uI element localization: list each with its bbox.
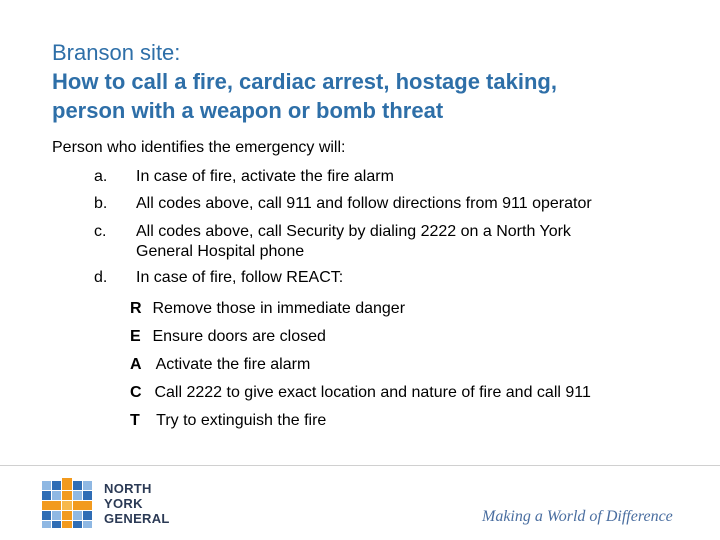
title-line-1: Branson site:: [52, 40, 181, 65]
step-letter: c.: [94, 223, 107, 240]
step-text: In case of fire, activate the fire alarm: [136, 168, 394, 185]
footer-tagline: Making a World of Difference: [482, 508, 673, 525]
logo-wordmark: [104, 481, 170, 526]
steps-list: [94, 167, 694, 294]
react-key: T: [130, 412, 140, 429]
react-list: [130, 299, 591, 439]
react-item-t: [130, 411, 591, 439]
react-key: C: [130, 384, 142, 401]
title-line-2: How to call a fire, cardiac arrest, hostage taking,: [52, 69, 557, 94]
intro-text: Person who identifies the emergency will:: [52, 139, 346, 156]
logo-line-3: GENERAL: [104, 511, 170, 526]
step-b: [94, 194, 694, 222]
step-letter: d.: [94, 269, 108, 286]
step-letter: b.: [94, 195, 108, 212]
react-item-c: [130, 383, 591, 411]
react-key: R: [130, 300, 142, 317]
react-text: Remove those in immediate danger: [152, 300, 406, 317]
logo-line-2: YORK: [104, 496, 143, 511]
footer-divider: [0, 465, 720, 466]
react-key: A: [130, 356, 142, 373]
step-text: All codes above, call Security by dialing 2222 on a North York General Hospital phone: [136, 223, 571, 260]
north-york-general-logo: [42, 478, 182, 528]
react-text: Try to extinguish the fire: [156, 412, 327, 429]
react-item-e: [130, 327, 591, 355]
title-line-3: person with a weapon or bomb threat: [52, 98, 444, 123]
logo-line-1: NORTH: [104, 481, 152, 496]
step-letter: a.: [94, 168, 108, 185]
step-c: [94, 222, 694, 268]
react-key: E: [130, 328, 141, 345]
step-text: In case of fire, follow REACT:: [136, 269, 344, 286]
step-text: All codes above, call 911 and follow directions from 911 operator: [136, 195, 592, 212]
react-item-a: [130, 355, 591, 383]
react-item-r: [130, 299, 591, 327]
react-text: Call 2222 to give exact location and nature of fire and call 911: [154, 384, 591, 401]
react-text: Activate the fire alarm: [155, 356, 311, 373]
step-d: [94, 268, 694, 294]
react-text: Ensure doors are closed: [152, 328, 326, 345]
step-a: [94, 167, 694, 194]
logo-grid-icon: [42, 478, 92, 528]
page-title: [52, 38, 692, 125]
